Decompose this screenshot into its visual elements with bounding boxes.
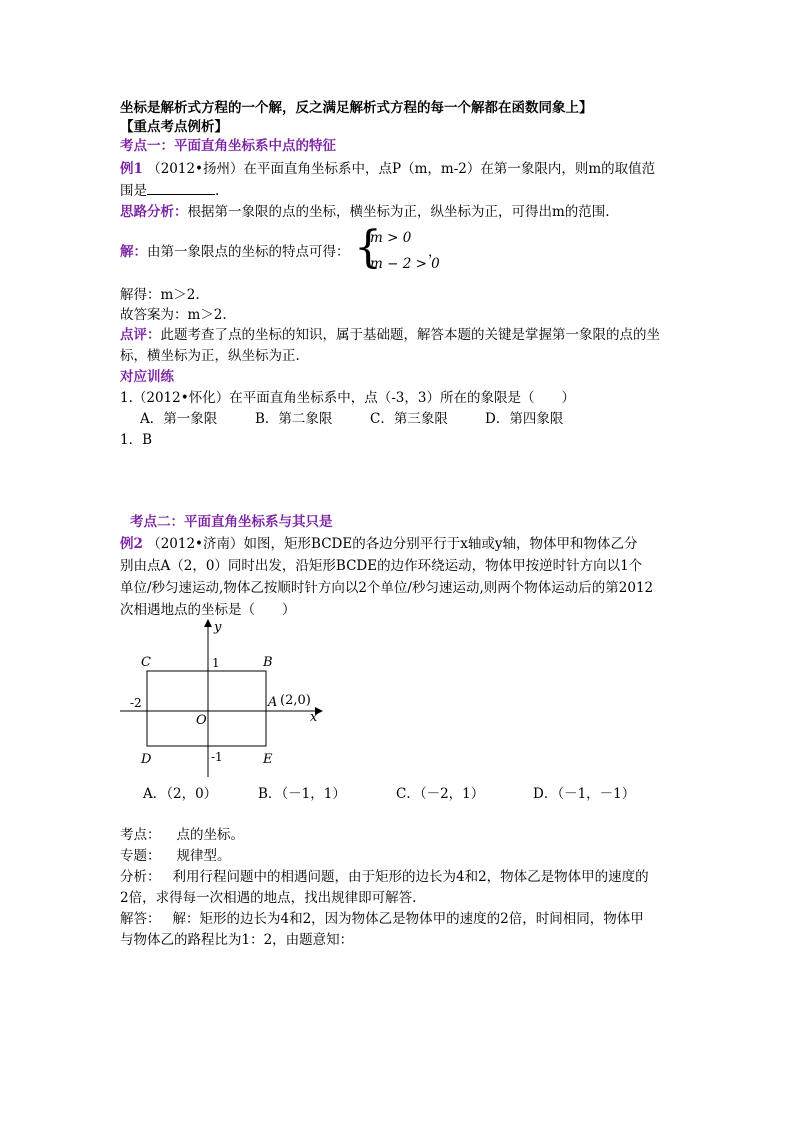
tick-neg1-label: -1 [211, 750, 223, 764]
y-axis-arrow [204, 619, 212, 627]
point-b-label: B [263, 655, 273, 670]
coordinate-figure [110, 615, 340, 785]
jieda-line2: 与物体乙的路程比为1：2，由题意知： [120, 932, 354, 948]
system-tail: ， [428, 244, 442, 260]
solution-label: 解： [120, 244, 147, 260]
x-axis-label: x [310, 710, 318, 725]
practice-heading: 对应训练 [120, 369, 174, 385]
answer-blank [147, 182, 215, 195]
tick-neg2-label: -2 [130, 696, 142, 710]
kp1-example-period: . [215, 183, 220, 199]
kp2-example-line4: 次相遇地点的坐标是（ ） [120, 602, 296, 618]
zhuanti-line [120, 847, 231, 865]
jieda-line1 [120, 910, 644, 928]
kp2-title: 考点二：平面直角坐标系与其只是 [130, 514, 333, 530]
kp2-option-d: D．（－1，－1） [533, 786, 636, 802]
kaodian-text: 点的坐标。 [176, 827, 244, 843]
kaodian-label: 考点： [120, 827, 161, 843]
kp2-example-label: 例2 [120, 536, 143, 552]
review-line1 [120, 326, 660, 344]
review-text1: 此题考查了点的坐标的知识，属于基础题，解答本题的关键是掌握第一象限的点的坐 [160, 327, 660, 343]
kp2-example-line1 [120, 535, 637, 553]
kp1-example-line2 [120, 182, 219, 200]
solve-line: 解得：m＞2. [120, 287, 200, 303]
point-a-coord: (2,0) [280, 693, 311, 708]
fenxi-line1 [120, 868, 649, 886]
kp2-example-line3: 单位/秒匀速运动,物体乙按顺时针方向以2个单位/秒匀速运动,则两个物体运动后的第2012 [120, 580, 654, 596]
kp2-example-line2: 别由点A（2，0）同时出发，沿矩形BCDE的边作环绕运动，物体甲按逆时针方向以1个 [120, 558, 643, 574]
review-label: 点评： [120, 327, 161, 343]
point-a-label: A [268, 695, 278, 710]
q1-option-d: D．第四象限 [485, 411, 564, 427]
system-eq1: m > 0 [370, 230, 412, 246]
zhuanti-text: 规律型。 [176, 848, 231, 864]
kaodian-line [120, 826, 244, 844]
q1-option-b: B．第二象限 [255, 411, 333, 427]
review-line2: 标，横坐标为正，纵坐标为正. [120, 348, 300, 364]
solution-text: 由第一象限点的坐标的特点可得： [147, 244, 350, 260]
zhuanti-label: 专题： [120, 848, 161, 864]
kp2-option-a: A．（2，0） [143, 786, 218, 802]
answer-line: 故答案为：m＞2. [120, 307, 227, 323]
q1-answer: 1．B [120, 432, 153, 448]
kp1-title: 考点一：平面直角坐标系中点的特征 [120, 138, 336, 154]
kp1-example-line1 [120, 160, 655, 178]
origin-label: O [196, 713, 207, 728]
section-heading: 【重点考点例析】 [120, 119, 228, 135]
kp1-example-label: 例1 [120, 161, 143, 177]
header-line: 坐标是解析式方程的一个解，反之满足解析式方程的每一个解都在函数同象上】 [120, 100, 593, 116]
jieda-text1: 解：矩形的边长为4和2，因为物体乙是物体甲的速度的2倍，时间相同，物体甲 [172, 911, 644, 927]
y-axis-label: y [214, 620, 222, 635]
kp1-idea [120, 203, 610, 221]
jieda-label: 解答： [120, 911, 161, 927]
point-d-label: D [141, 752, 152, 767]
kp2-example-text1: （2012•济南）如图，矩形BCDE的各边分别平行于x轴或y轴，物体甲和物体乙分 [147, 536, 638, 552]
system-brace: { [354, 222, 382, 273]
kp1-example-text2: 围是 [120, 183, 147, 199]
tick-1-label: 1 [212, 656, 220, 670]
kp1-solution [120, 243, 350, 261]
fenxi-text1: 利用行程问题中的相遇问题，由于矩形的边长为4和2，物体乙是物体甲的速度的 [172, 869, 649, 885]
kp2-option-c: C．（－2，1） [396, 786, 485, 802]
point-c-label: C [141, 655, 151, 670]
idea-label: 思路分析： [120, 204, 188, 220]
practice-q1: 1.（2012•怀化）在平面直角坐标系中，点（-3，3）所在的象限是（ ） [120, 390, 575, 406]
kp1-example-text1: （2012•扬州）在平面直角坐标系中，点P（m，m-2）在第一象限内，则m的取值范 [147, 161, 656, 177]
rectangle-bcde [147, 671, 266, 746]
q1-option-a: A．第一象限 [140, 411, 218, 427]
fenxi-label: 分析： [120, 869, 161, 885]
fenxi-line2: 2倍，求得每一次相遇的地点，找出规律即可解答. [120, 890, 417, 906]
system-eq2: m − 2 > 0 [370, 256, 440, 272]
idea-text: 根据第一象限的点的坐标，横坐标为正，纵坐标为正，可得出m的范围. [187, 204, 610, 220]
q1-option-c: C．第三象限 [370, 411, 448, 427]
point-e-label: E [263, 752, 273, 767]
kp2-option-b: B．（－1，1） [258, 786, 346, 802]
